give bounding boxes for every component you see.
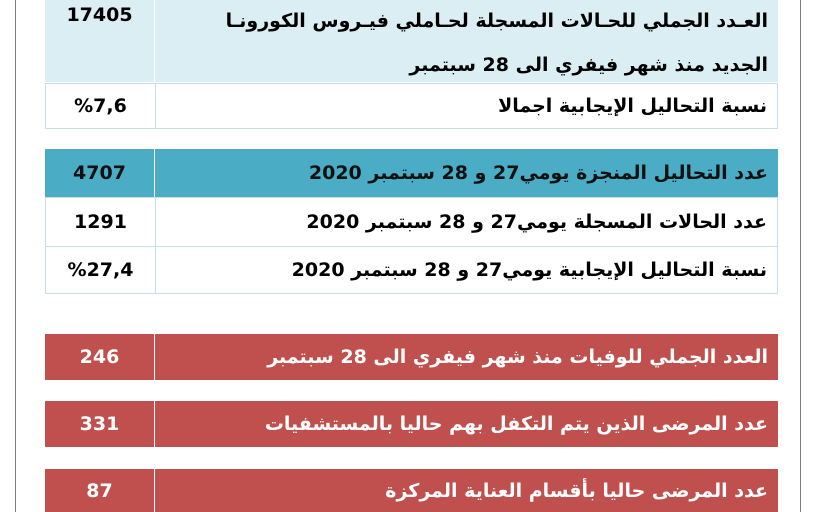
stat-label-total-cases-line1: العـدد الجملي للحـالات المسجلة لحـاملي فيـروس الكورونـا — [225, 10, 768, 32]
stat-row-total-deaths — [45, 334, 778, 380]
stat-value-total-cases: 17405 — [45, 0, 155, 82]
stat-label-positive-rate: نسبة التحاليل الإيجابية يومي27 و 28 سبتمبر 2020 — [291, 259, 767, 281]
stat-label-hospitalized: عدد المرضى الذين يتم التكفل بهم حاليا بالمستشفيات — [264, 413, 768, 435]
page-border-left — [15, 0, 16, 512]
stat-label-total-cases — [156, 0, 778, 82]
stat-row-total-positive-rate — [45, 83, 778, 129]
stat-value-hospitalized: 331 — [45, 401, 155, 447]
stat-value-positive-rate: %27,4 — [46, 247, 156, 293]
stat-row-positive-rate — [45, 247, 778, 294]
stat-label-total-deaths: العدد الجملي للوفيات منذ شهر فيفري الى 28 سبتمبر — [267, 346, 768, 368]
stat-label-intensive-care: عدد المرضى حاليا بأقسام العناية المركزة — [385, 479, 768, 502]
stat-label-total-positive-rate: نسبة التحاليل الإيجابية اجمالا — [498, 95, 767, 117]
stat-label-cases-recorded: عدد الحالات المسجلة يومي27 و 28 سبتمبر 2020 — [306, 211, 767, 233]
stat-row-total-cases — [45, 0, 778, 82]
stat-row-tests-done — [45, 149, 778, 197]
stat-value-tests-done: 4707 — [45, 149, 155, 197]
stat-row-cases-recorded — [45, 197, 778, 247]
stat-value-cases-recorded: 1291 — [46, 198, 156, 246]
stat-value-intensive-care: 87 — [45, 469, 155, 512]
stat-row-intensive-care — [45, 469, 778, 512]
stat-label-total-cases-line2: الجديد منذ شهر فيفري الى 28 سبتمبر — [409, 54, 768, 76]
stat-label-tests-done: عدد التحاليل المنجزة يومي27 و 28 سبتمبر 2020 — [308, 162, 768, 184]
stat-value-total-deaths: 246 — [45, 334, 155, 380]
page-border-right — [800, 0, 801, 512]
stat-value-total-positive-rate: %7,6 — [46, 84, 156, 128]
stat-row-hospitalized — [45, 401, 778, 447]
